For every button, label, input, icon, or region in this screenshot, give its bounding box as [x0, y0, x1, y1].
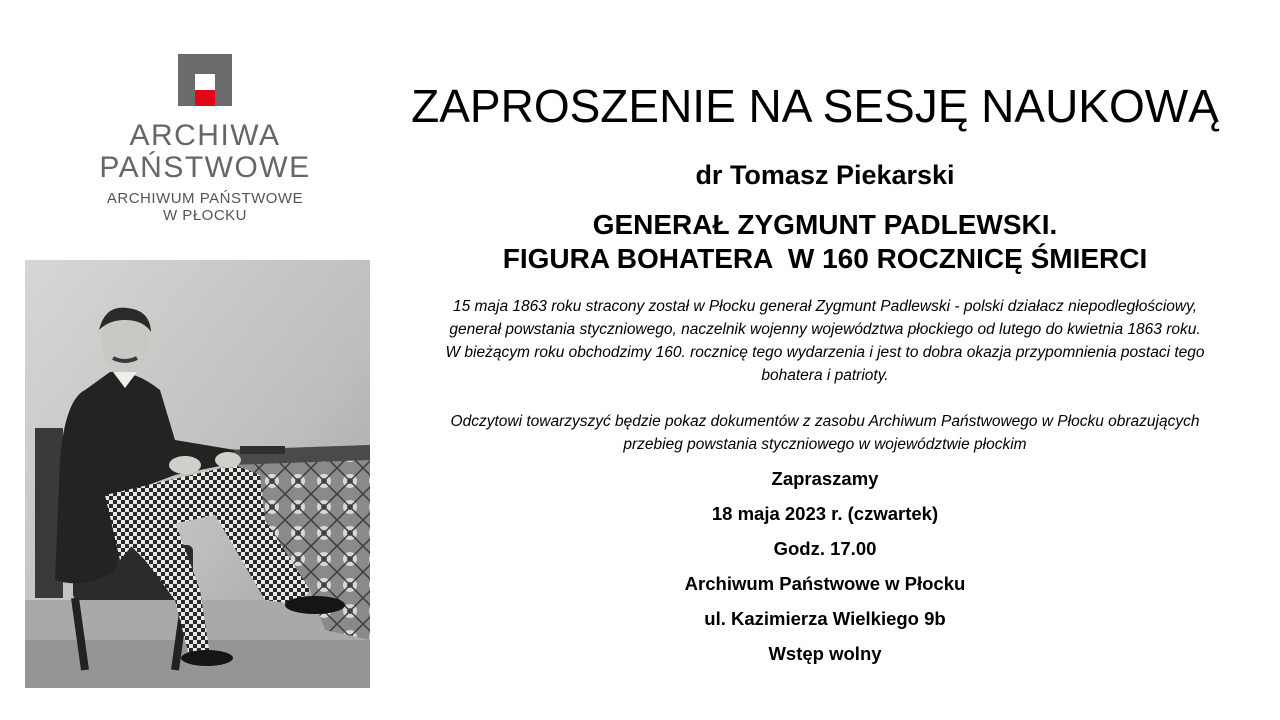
description-paragraph	[400, 295, 1250, 387]
event-date: 18 maja 2023 r. (czwartek)	[711, 503, 939, 524]
description-line: 15 maja 1863 roku stracony został w Płocku generał Zygmunt Padlewski - polski działacz niepodległościowy,	[452, 298, 1198, 315]
event-details	[400, 466, 1250, 676]
description-line: generał powstania styczniowego, naczelnik wojenny województwa płockiego od lutego do kwietnia 1863 roku.	[449, 321, 1201, 338]
lecture-title-line: GENERAŁ ZYGMUNT PADLEWSKI.	[592, 209, 1058, 240]
lecture-title	[410, 208, 1240, 276]
logo-text-city: W PŁOCKU	[162, 207, 247, 224]
invite-text: Zapraszamy	[771, 468, 879, 489]
event-time: Godz. 17.00	[773, 538, 877, 559]
exhibition-note-line: przebieg powstania styczniowego w województwie płockim	[623, 436, 1027, 453]
archive-logo-mark-icon	[178, 54, 232, 106]
logo-text-archiwum: ARCHIWUM PAŃSTWOWE	[106, 190, 304, 207]
archive-logo	[60, 54, 350, 224]
lecture-title-line: FIGURA BOHATERA W 160 ROCZNICĘ ŚMIERCI	[502, 243, 1148, 274]
event-venue: Archiwum Państwowe w Płocku	[684, 573, 966, 594]
logo-text-archiwa: ARCHIWA	[129, 119, 281, 152]
event-address: ul. Kazimierza Wielkiego 9b	[704, 608, 946, 629]
description-line: bohatera i patrioty.	[761, 367, 889, 384]
portrait-photo	[25, 260, 370, 688]
exhibition-note-line: Odczytowi towarzyszyć będzie pokaz dokumentów z zasobu Archiwum Państwowego w Płocku obrazujących	[450, 413, 1200, 430]
exhibition-note	[400, 410, 1250, 456]
description-line: W bieżącym roku obchodzimy 160. rocznicę tego wydarzenia i jest to dobra okazja przypomnienia postaci tego	[445, 344, 1205, 361]
entry-info: Wstęp wolny	[768, 643, 882, 664]
author-name: dr Tomasz Piekarski	[695, 160, 955, 190]
logo-text-panstwowe: PAŃSTWOWE	[99, 151, 311, 184]
page-title: ZAPROSZENIE NA SESJĘ NAUKOWĄ	[411, 80, 1219, 132]
